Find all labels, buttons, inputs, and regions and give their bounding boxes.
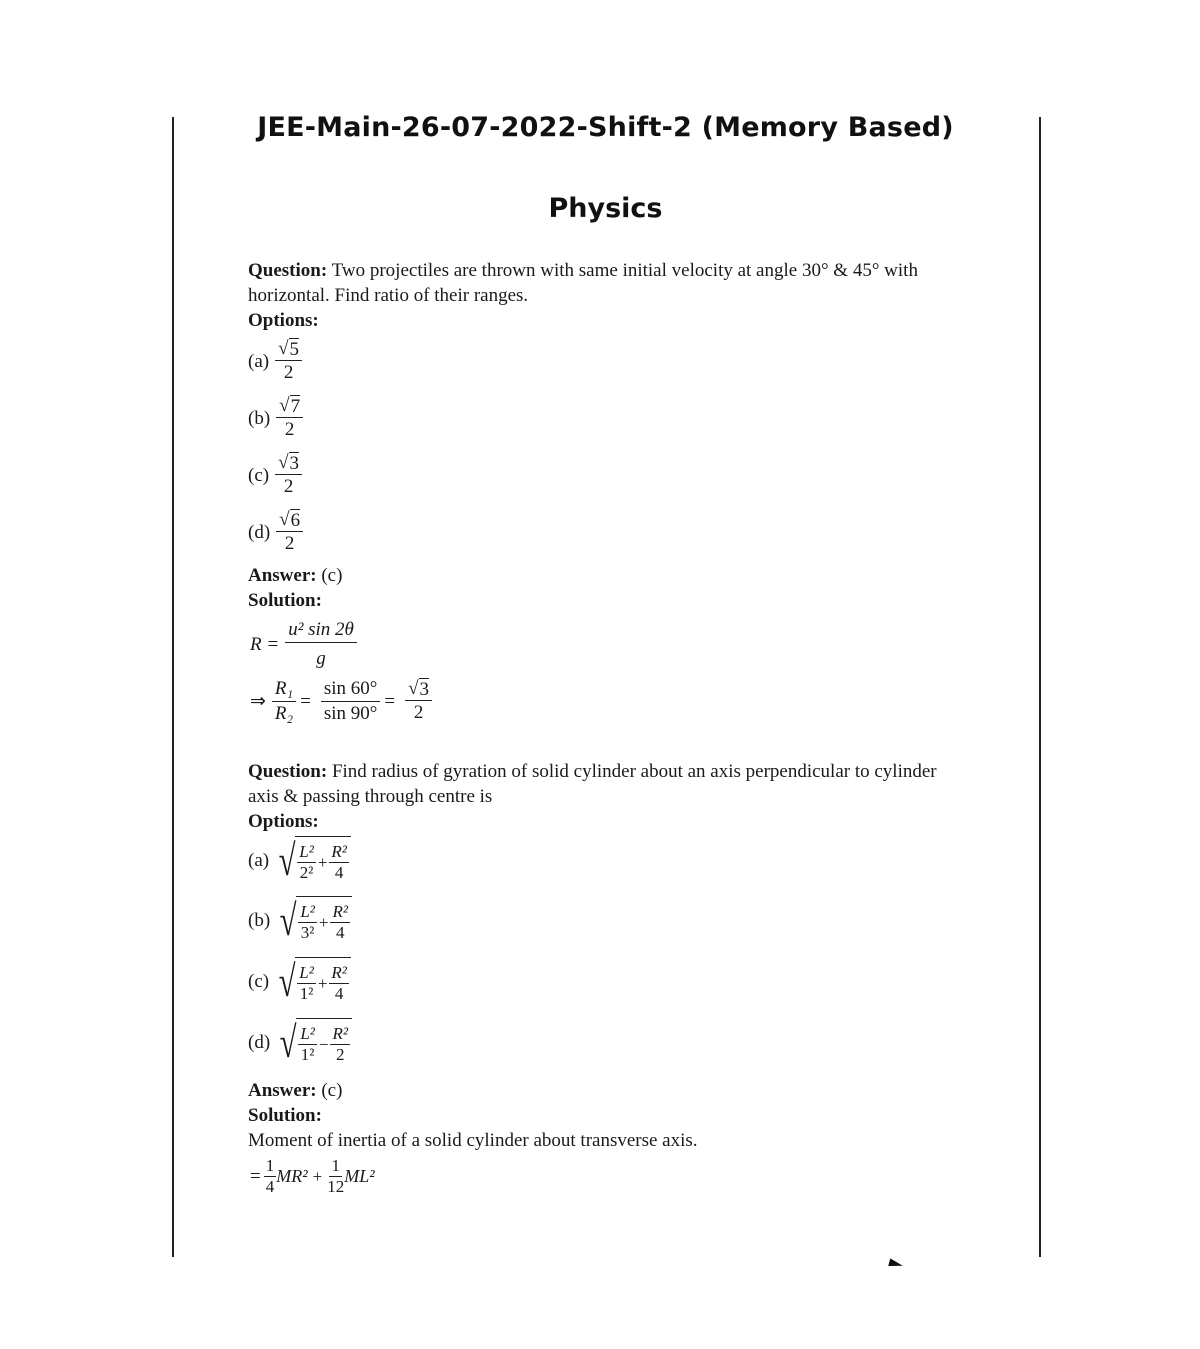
q1-question-text-1: Two projectiles are thrown with same initial velocity at angle 30° & 45° with	[327, 260, 918, 281]
option-denominator: 2	[284, 533, 295, 554]
term-ml2: ML²	[344, 1166, 375, 1186]
q1-question-text-2: horizontal. Find ratio of their ranges.	[248, 285, 529, 306]
coef2-numerator: 1	[331, 1156, 340, 1175]
formula-denominator: g	[316, 648, 326, 669]
q2-answer-value: (c)	[316, 1080, 343, 1101]
q2-option-b: (b) √ $\frac{\text{L²}}{\text{3²}}$ + $\frac{\text{R²}}{4}$	[248, 896, 352, 946]
equals-sign: =	[250, 1165, 261, 1187]
q1-answer-label: Answer:	[248, 565, 317, 586]
q1-answer-value: (c)	[316, 565, 343, 586]
term1-denominator: 1²	[299, 984, 314, 1003]
operator: −	[318, 1034, 329, 1054]
q2-question	[248, 759, 937, 784]
q1-option-a: (a) √ 5 2	[248, 338, 302, 385]
term1-numerator: L²	[299, 842, 314, 861]
coef2-denominator: 12	[327, 1177, 345, 1196]
term1-numerator: L²	[300, 1024, 315, 1043]
option-denominator: 2	[283, 362, 294, 383]
q2-inertia-formula	[250, 1156, 375, 1197]
result-radicand: 3	[419, 679, 430, 700]
operator: +	[317, 852, 328, 872]
q1-ratio-formula: ⇒ $\frac{\text{R₁}}{\text{R₂}}$ = $\frac{\sin 60^\circ}{\sin 90^\circ}$ = √ 3 2	[250, 677, 432, 726]
q2-solution-text: Moment of inertia of a solid cylinder about transverse axis.	[248, 1130, 698, 1151]
formula-lhs: R =	[250, 633, 280, 655]
ratio-denominator: R₂	[274, 703, 294, 724]
coef1-denominator: 4	[265, 1177, 275, 1196]
option-denominator: 2	[284, 419, 295, 440]
q1-answer	[248, 563, 342, 588]
option-letter: (b)	[248, 910, 271, 931]
term2-denominator: 4	[334, 984, 344, 1003]
q2-answer-label: Answer:	[248, 1080, 317, 1101]
option-radicand: 7	[290, 396, 301, 417]
operator: +	[318, 912, 329, 932]
option-radicand: 5	[289, 339, 300, 360]
term2-numerator: R²	[331, 842, 347, 861]
q1-solution-label: Solution:	[248, 590, 322, 611]
option-letter: (d)	[248, 1032, 271, 1053]
sine-denominator: sin 90°	[323, 703, 378, 724]
term1-numerator: L²	[299, 963, 314, 982]
equals-sign: =	[300, 690, 311, 712]
q2-option-d: (d) √ $\frac{\text{L²}}{\text{1²}}$ − $\frac{\text{R²}}{2}$	[248, 1018, 352, 1068]
equals-sign-2: =	[384, 690, 396, 712]
sine-numerator: sin 60°	[321, 677, 381, 702]
term2-denominator: 4	[334, 863, 344, 882]
term2-numerator: R²	[332, 1024, 348, 1043]
ratio-numerator: R₁	[272, 677, 296, 702]
left-margin-rule	[172, 117, 174, 1257]
q2-options-label: Options:	[248, 811, 319, 832]
term1-denominator: 2²	[299, 863, 314, 882]
option-letter: (a)	[248, 850, 270, 871]
q1-option-b: (b) √ 7 2	[248, 395, 303, 442]
coef1-numerator: 1	[265, 1156, 275, 1175]
option-letter: (d)	[248, 521, 271, 543]
option-denominator: 2	[283, 476, 294, 497]
q2-solution-label: Solution:	[248, 1105, 322, 1126]
cursor-arrow-icon	[888, 1258, 904, 1269]
option-radicand: 3	[289, 453, 300, 474]
term-mr2: MR²	[276, 1166, 308, 1186]
operator: +	[317, 973, 328, 993]
q2-option-c: (c) √ $\frac{\text{L²}}{\text{1²}}$ + $\frac{\text{R²}}{4}$	[248, 957, 351, 1007]
option-letter: (b)	[248, 407, 271, 429]
right-margin-rule	[1039, 117, 1041, 1257]
page-title: JEE-Main-26-07-2022-Shift-2 (Memory Based)	[257, 112, 954, 143]
q1-question-label: Question:	[248, 260, 328, 281]
q2-question-label: Question:	[248, 761, 328, 782]
q1-option-d: (d) √ 6 2	[248, 509, 303, 556]
q1-options-label: Options:	[248, 310, 319, 331]
implies-arrow: ⇒	[250, 691, 266, 712]
formula-numerator: u² sin 2θ	[285, 618, 357, 643]
term2-denominator: 2	[335, 1045, 345, 1064]
option-letter: (c)	[248, 464, 270, 486]
q2-option-a: (a) √ $\frac{\text{L²}}{\text{2²}}$ + $\frac{\text{R²}}{4}$	[248, 836, 351, 886]
q1-range-formula	[250, 618, 357, 671]
q2-question-text-2: axis & passing through centre is	[248, 786, 493, 807]
subject-heading: Physics	[548, 193, 663, 224]
q2-answer	[248, 1078, 342, 1103]
q1-question	[248, 258, 918, 283]
term2-numerator: R²	[332, 902, 348, 921]
term2-denominator: 4	[335, 923, 345, 942]
q2-question-text-1: Find radius of gyration of solid cylinder about an axis perpendicular to cylinder	[327, 761, 937, 782]
term1-numerator: L²	[300, 902, 315, 921]
term1-denominator: 1²	[300, 1045, 315, 1064]
option-letter: (a)	[248, 350, 270, 372]
term1-denominator: 3²	[300, 923, 315, 942]
q1-option-c: (c) √ 3 2	[248, 452, 302, 499]
result-denominator: 2	[413, 702, 424, 723]
option-letter: (c)	[248, 971, 270, 992]
term2-numerator: R²	[331, 963, 347, 982]
option-radicand: 6	[290, 510, 301, 531]
plus-sign: +	[312, 1166, 323, 1186]
